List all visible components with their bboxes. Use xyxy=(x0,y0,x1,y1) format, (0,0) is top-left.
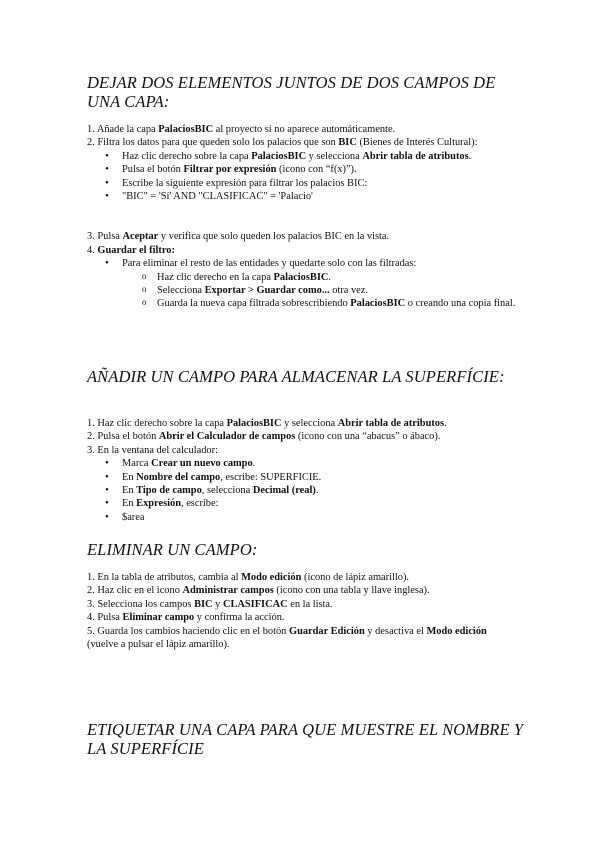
step-4: 4. Pulsa Eliminar campo y confirma la acción. xyxy=(87,612,285,624)
step-5: 5. Guarda los cambios haciendo clic en el botón Guardar Edición y desactiva el Modo edición (vuelve a pulsar el lápiz amarillo). xyxy=(87,625,487,651)
step-1: 1. En la tabla de atributos, cambia al Modo edición (icono de lápiz amarillo). xyxy=(87,572,410,583)
section-delete-field xyxy=(87,571,517,651)
section-add-area-field xyxy=(87,417,517,524)
sub-list-item: o Selecciona Exportar > Guardar como... otra vez. xyxy=(87,284,517,297)
step-2: 2. Filtra los datos para que queden solo los palacios que son BIC (Bienes de Interés Cultural): xyxy=(87,137,478,149)
step-3: 3. En la ventana del calculador: xyxy=(87,444,218,456)
list-item: • Pulsa el botón Filtrar por expresión (icono con “f(x)”). xyxy=(87,163,517,176)
step-2: 2. Pulsa el botón Abrir el Calculador de campos (icono con una “abacus” o ábaco). xyxy=(87,431,441,443)
list-item: • Para eliminar el resto de las entidades y quedarte solo con las filtradas: xyxy=(87,257,517,270)
list-item: • En Nombre del campo, escribe: SUPERFICIE. xyxy=(87,471,517,484)
step-3: 3. Pulsa Aceptar y verifica que solo queden los palacios BIC en la vista. xyxy=(87,231,390,243)
step-3-bullets xyxy=(87,457,517,524)
list-item: • "BIC" = 'Sí' AND "CLASIFICAC" = 'Palacio' xyxy=(87,190,517,203)
heading-delete-field: ELIMINAR UN CAMPO: xyxy=(87,540,258,559)
step-2: 2. Haz clic en el icono Administrar campos (icono con una tabla y llave inglesa). xyxy=(87,585,430,597)
list-item: • Escribe la siguiente expresión para filtrar los palacios BIC: xyxy=(87,177,517,190)
sub-list-item: o Haz clic derecho en la capa PalaciosBIC. xyxy=(87,271,517,284)
sub-list-item: o Guarda la nueva capa filtrada sobrescribiendo PalaciosBIC o creando una copia final. xyxy=(87,297,517,310)
list-item: • $area xyxy=(87,511,517,524)
step-3: 3. Selecciona los campos BIC y CLASIFICAC en la lista. xyxy=(87,598,333,610)
heading-add-area-field: AÑADIR UN CAMPO PARA ALMACENAR LA SUPERFÍCIE: xyxy=(87,367,505,386)
list-item: • En Expresión, escribe: xyxy=(87,497,517,510)
list-item: • Marca Crear un nuevo campo. xyxy=(87,457,517,470)
step-1: 1. Añade la capa PalaciosBIC al proyecto si no aparece automáticamente. xyxy=(87,124,396,135)
heading-label-layer: ETIQUETAR UNA CAPA PARA QUE MUESTRE EL NOMBRE Y LA SUPERFÍCIE xyxy=(87,720,524,758)
step-4-bullets xyxy=(87,257,517,311)
step-4: 4. Guardar el filtro: xyxy=(87,244,175,256)
section-join-fields xyxy=(87,123,517,311)
list-item: • Haz clic derecho sobre la capa PalaciosBIC y selecciona Abrir tabla de atributos. xyxy=(87,150,517,163)
step-2-bullets xyxy=(87,150,517,204)
heading-join-fields: DEJAR DOS ELEMENTOS JUNTOS DE DOS CAMPOS DE UNA CAPA: xyxy=(87,73,496,111)
list-item: • En Tipo de campo, selecciona Decimal (real). xyxy=(87,484,517,497)
step-1: 1. Haz clic derecho sobre la capa PalaciosBIC y selecciona Abrir tabla de atributos. xyxy=(87,418,447,429)
